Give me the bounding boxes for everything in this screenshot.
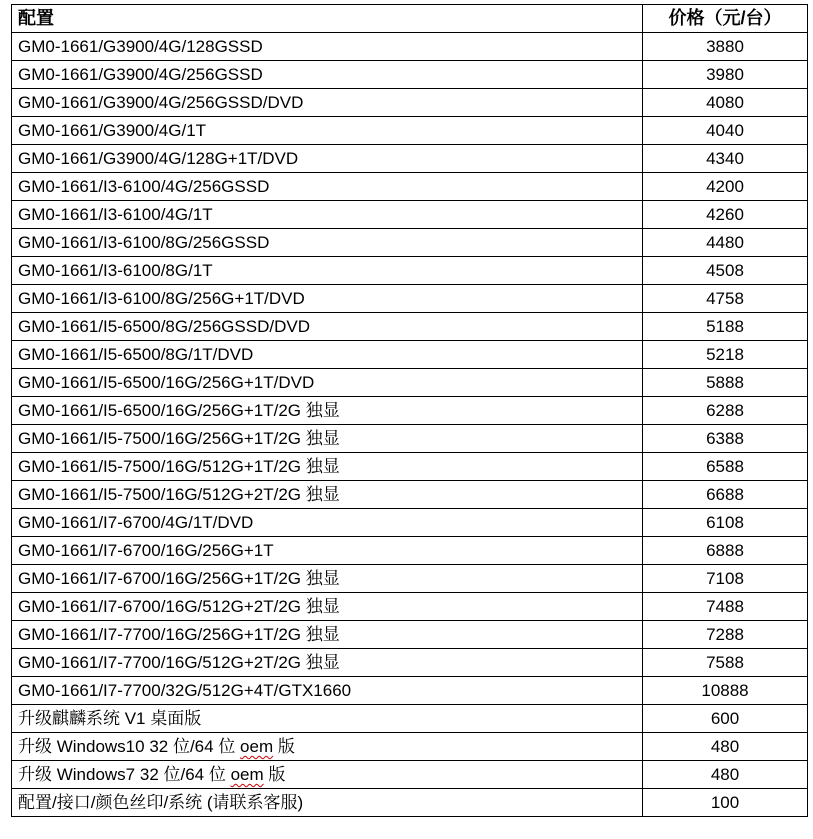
price-cell: 600 (643, 705, 808, 733)
table-row (12, 341, 808, 369)
price-cell: 5188 (643, 313, 808, 341)
config-cell: GM0-1661/I5-7500/16G/512G+1T/2G 独显 (12, 453, 643, 481)
table-row (12, 369, 808, 397)
table-row (12, 537, 808, 565)
config-cell: GM0-1661/I7-6700/16G/256G+1T (12, 537, 643, 565)
price-cell: 4480 (643, 229, 808, 257)
price-cell: 4040 (643, 117, 808, 145)
price-cell: 6688 (643, 481, 808, 509)
config-cell: GM0-1661/I3-6100/4G/256GSSD (12, 173, 643, 201)
price-cell: 6288 (643, 397, 808, 425)
price-table (11, 4, 808, 817)
customization-row (12, 789, 808, 817)
os-row-win7 (12, 761, 808, 789)
config-cell (12, 733, 643, 761)
config-cell: GM0-1661/I7-6700/16G/512G+2T/2G 独显 (12, 593, 643, 621)
table-row (12, 89, 808, 117)
config-cell: GM0-1661/I5-6500/8G/1T/DVD (12, 341, 643, 369)
price-cell: 6108 (643, 509, 808, 537)
oem-text: oem (230, 765, 264, 784)
config-cell: GM0-1661/I3-6100/8G/1T (12, 257, 643, 285)
table-row (12, 649, 808, 677)
price-cell: 4260 (643, 201, 808, 229)
header-row (12, 5, 808, 33)
price-cell: 7488 (643, 593, 808, 621)
config-cell: 升级麒麟系统 V1 桌面版 (12, 705, 643, 733)
config-cell: GM0-1661/G3900/4G/128G+1T/DVD (12, 145, 643, 173)
config-cell: GM0-1661/I5-6500/8G/256GSSD/DVD (12, 313, 643, 341)
table-row (12, 201, 808, 229)
config-cell: GM0-1661/I5-7500/16G/512G+2T/2G 独显 (12, 481, 643, 509)
table-row (12, 565, 808, 593)
config-cell: GM0-1661/I7-6700/16G/256G+1T/2G 独显 (12, 565, 643, 593)
table-row (12, 593, 808, 621)
price-cell: 4080 (643, 89, 808, 117)
os-label-suffix: 版 (273, 737, 295, 756)
table-row (12, 425, 808, 453)
table-row (12, 257, 808, 285)
price-header: 价格（元/台） (643, 5, 808, 33)
config-cell: GM0-1661/I3-6100/8G/256G+1T/DVD (12, 285, 643, 313)
table-row (12, 61, 808, 89)
config-cell: GM0-1661/I5-7500/16G/256G+1T/2G 独显 (12, 425, 643, 453)
os-label-prefix: 升级 Windows10 32 位/64 位 (18, 737, 241, 756)
price-cell: 7288 (643, 621, 808, 649)
price-cell: 100 (643, 789, 808, 817)
config-cell: GM0-1661/G3900/4G/256GSSD (12, 61, 643, 89)
os-label-suffix: 版 (263, 765, 286, 784)
config-cell: GM0-1661/G3900/4G/128GSSD (12, 33, 643, 61)
table-row (12, 705, 808, 733)
price-cell: 4508 (643, 257, 808, 285)
price-cell: 3980 (643, 61, 808, 89)
price-cell: 4758 (643, 285, 808, 313)
price-cell: 10888 (643, 677, 808, 705)
price-cell: 480 (643, 761, 808, 789)
table-row (12, 313, 808, 341)
table-row (12, 33, 808, 61)
price-cell: 3880 (643, 33, 808, 61)
config-cell: GM0-1661/I7-7700/16G/256G+1T/2G 独显 (12, 621, 643, 649)
price-cell: 6588 (643, 453, 808, 481)
price-cell: 6388 (643, 425, 808, 453)
price-cell: 4340 (643, 145, 808, 173)
price-cell: 4200 (643, 173, 808, 201)
config-cell: GM0-1661/I5-6500/16G/256G+1T/2G 独显 (12, 397, 643, 425)
table-row (12, 509, 808, 537)
table-row (12, 621, 808, 649)
os-label-prefix: 升级 Windows7 32 位/64 位 (18, 765, 231, 784)
price-cell: 5888 (643, 369, 808, 397)
config-cell: GM0-1661/I3-6100/4G/1T (12, 201, 643, 229)
oem-text: oem (240, 737, 274, 756)
price-cell: 6888 (643, 537, 808, 565)
price-cell: 7108 (643, 565, 808, 593)
config-cell: 配置/接口/颜色丝印/系统 (请联系客服) (12, 789, 643, 817)
table-row (12, 173, 808, 201)
price-cell: 7588 (643, 649, 808, 677)
config-cell: GM0-1661/G3900/4G/1T (12, 117, 643, 145)
config-cell (12, 761, 643, 789)
price-cell: 480 (643, 733, 808, 761)
table-row (12, 453, 808, 481)
table-row (12, 285, 808, 313)
config-cell: GM0-1661/G3900/4G/256GSSD/DVD (12, 89, 643, 117)
table-row (12, 481, 808, 509)
os-row-win10 (12, 733, 808, 761)
table-row (12, 117, 808, 145)
config-header: 配置 (12, 5, 643, 33)
table-body (12, 33, 808, 817)
config-cell: GM0-1661/I3-6100/8G/256GSSD (12, 229, 643, 257)
price-cell: 5218 (643, 341, 808, 369)
config-cell: GM0-1661/I7-6700/4G/1T/DVD (12, 509, 643, 537)
table-row (12, 677, 808, 705)
table-row (12, 397, 808, 425)
config-cell: GM0-1661/I7-7700/32G/512G+4T/GTX1660 (12, 677, 643, 705)
table-row (12, 145, 808, 173)
config-cell: GM0-1661/I5-6500/16G/256G+1T/DVD (12, 369, 643, 397)
table-row (12, 229, 808, 257)
config-cell: GM0-1661/I7-7700/16G/512G+2T/2G 独显 (12, 649, 643, 677)
